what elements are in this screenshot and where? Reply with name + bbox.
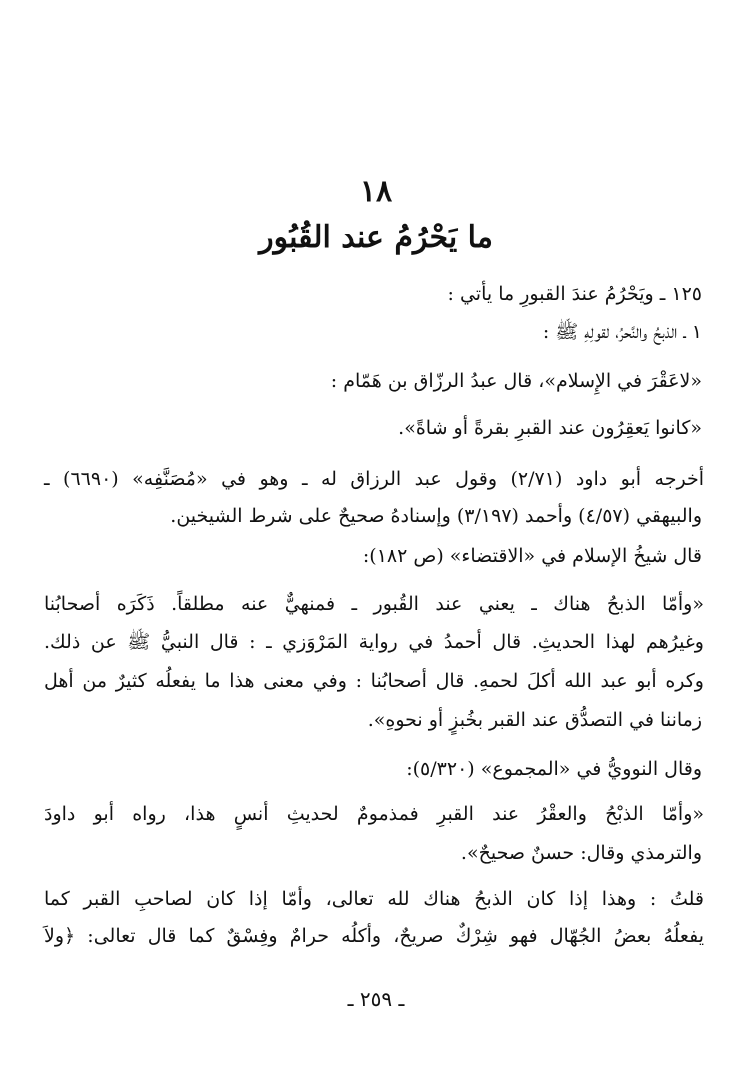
text-line: يفعلُهُ بعضُ الجُهّال فهو شِرْكٌ صريحٌ، وأكلُه حرامٌ وفِسْقٌ كما قال تعالى: ﴿ولاَ (44, 925, 704, 947)
text-line: وكره أبو عبد الله أكلَ لحمهِ. قال أصحابُنا : وفي معنى هذا ما يفعلُه كثيرٌ من أهل (44, 670, 704, 692)
chapter-title: ما يَحْرُمُ عند القُبُور (259, 220, 493, 255)
text-line: أخرجه أبو داود (٢/٧١) وقول عبد الرزاق له ـ وهو في «مُصَنَّفِه» (٦٦٩٠) ـ (44, 468, 704, 490)
text-line: وغيرُهم لهذا الحديثِ. قال أحمدُ في رواية المَرْوَزي ـ : قال النبيُّ ﷺ عن ذلك. (44, 631, 704, 653)
page-number: ـ ٢٥٩ ـ (347, 987, 405, 1011)
text-line: «وأمّا الذبْحُ والعقْرُ عند القبرِ فمذمومٌ لحديثِ أنسٍ هذا، رواه أبو داودَ (44, 803, 704, 825)
text-line: «لاعَقْرَ في الإِسلام»، قال عبدُ الرزّاق بن هَمّام : (330, 370, 702, 392)
text-line: ١٢٥ ـ ويَحْرُمُ عندَ القبورِ ما يأتي : (447, 283, 702, 305)
text-line: قال شيخُ الإسلام في «الاقتضاء» (ص ١٨٢): (362, 545, 702, 567)
text-line: ١ ـ الذبحُ والنَّحرُ، لقولِهِ ﷺ : (542, 321, 702, 343)
text-line: قلتُ : وهذا إذا كان الذبحُ هناك لله تعالى، وأمّا إذا كان لصاحبِ القبر كما (44, 888, 704, 910)
text-line: وقال النوويُّ في «المجموع» (٥/٣٢٠): (406, 758, 702, 780)
text-line: والبيهقي (٤/٥٧) وأحمد (٣/١٩٧) وإسنادهُ صحيحٌ على شرط الشيخين. (170, 505, 702, 527)
text-line: والترمذي وقال: حسنٌ صحيحٌ». (460, 842, 702, 864)
chapter-number: ١٨ (359, 174, 393, 209)
text-line: «كانوا يَعقِرُون عند القبرِ بقرةً أو شاةً». (398, 417, 702, 439)
text-line: زماننا في التصدُّق عند القبر بخُبزٍ أو نحوهِ». (367, 709, 702, 731)
text-line: «وأمّا الذبحُ هناك ـ يعني عند القُبور ـ فمنهيٌّ عنه مطلقاً. ذَكَرَه أصحابُنا (44, 593, 704, 615)
